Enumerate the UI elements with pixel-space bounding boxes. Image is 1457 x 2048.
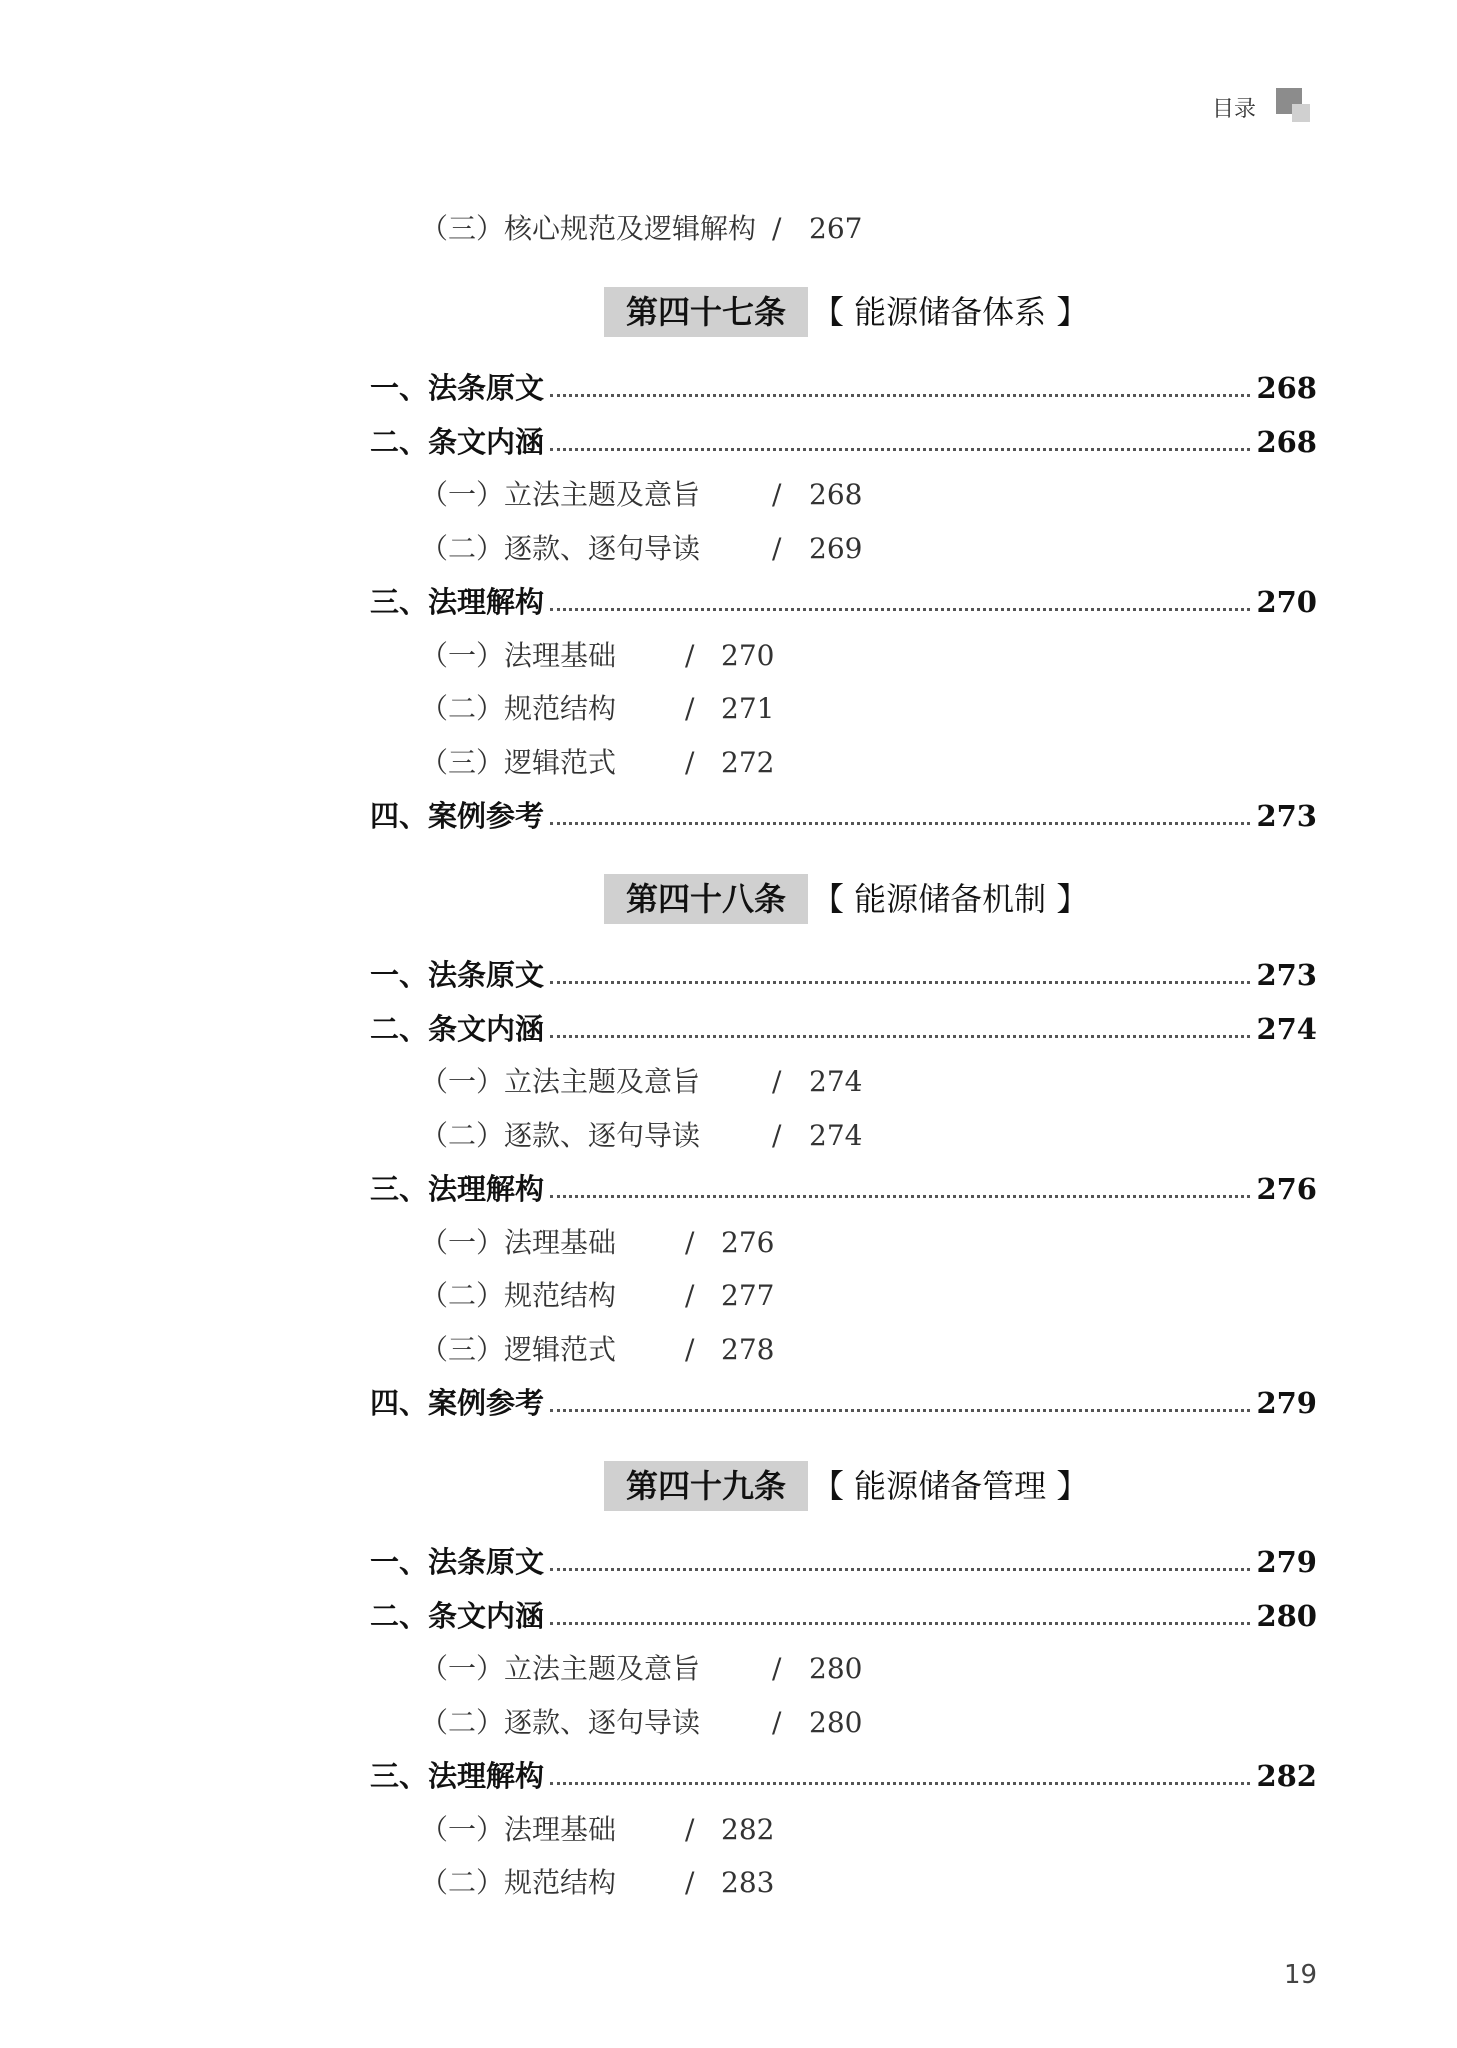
subentry-page: 282: [721, 1812, 775, 1846]
toc-subentry[interactable]: [0, 636, 1457, 676]
toc-entry[interactable]: [0, 1756, 1457, 1796]
article-number-tag: 第四十九条: [604, 1461, 808, 1511]
entry-page: 274: [1252, 1009, 1317, 1049]
subentry-label: （二）规范结构: [420, 1279, 617, 1312]
entry-title: 二、条文内涵: [370, 1596, 548, 1636]
dot-leader: [550, 448, 1262, 451]
subentry-separator: /: [685, 638, 695, 672]
toc-subentry[interactable]: [0, 1649, 1457, 1689]
article-number-tag: 第四十七条: [604, 287, 808, 337]
subentry-page: 276: [721, 1225, 775, 1259]
toc-entry[interactable]: [0, 796, 1457, 836]
subentry-label: （一）法理基础: [420, 1812, 617, 1846]
entry-page: 273: [1252, 955, 1317, 995]
subentry-label: （三）核心规范及逻辑解构: [420, 212, 757, 245]
toc-subentry[interactable]: [0, 1863, 1457, 1903]
subentry-separator: /: [772, 212, 782, 245]
subentry-separator: /: [685, 1225, 695, 1259]
toc-subentry[interactable]: [0, 1276, 1457, 1316]
toc-entry[interactable]: [0, 955, 1457, 995]
subentry-page: 280: [809, 1705, 863, 1739]
toc-subentry[interactable]: [0, 1330, 1457, 1370]
entry-page: 268: [1252, 368, 1317, 408]
article-number-tag: 第四十八条: [604, 874, 808, 924]
subentry-label: （二）规范结构: [420, 1866, 617, 1899]
entry-title: 三、法理解构: [370, 582, 548, 622]
toc-subentry[interactable]: [0, 475, 1457, 515]
subentry-separator: /: [685, 1332, 695, 1366]
subentry-separator: /: [685, 1812, 695, 1846]
entry-title: 二、条文内涵: [370, 422, 548, 462]
entry-page: 282: [1252, 1756, 1317, 1796]
toc-subentry[interactable]: [0, 689, 1457, 729]
dot-leader: [550, 1195, 1262, 1198]
article-name: 【 能源储备机制 】: [812, 880, 1089, 918]
subentry-page: 283: [721, 1866, 775, 1899]
subentry-page: 269: [809, 531, 863, 565]
toc-entry[interactable]: [0, 1009, 1457, 1049]
toc-entry[interactable]: [0, 1169, 1457, 1209]
entry-title: 二、条文内涵: [370, 1009, 548, 1049]
article-name: 【 能源储备管理 】: [812, 1467, 1089, 1505]
subentry-separator: /: [772, 478, 782, 511]
toc-entry[interactable]: [0, 582, 1457, 622]
entry-page: 276: [1252, 1169, 1317, 1209]
entry-page: 273: [1252, 796, 1317, 836]
dot-leader: [550, 1782, 1262, 1785]
dot-leader: [550, 1568, 1262, 1571]
entry-title: 一、法条原文: [370, 368, 548, 408]
subentry-page: 274: [809, 1065, 863, 1098]
subentry-label: （二）逐款、逐句导读: [420, 1705, 701, 1739]
entry-page: 270: [1252, 582, 1317, 622]
article-name: 【 能源储备体系 】: [812, 293, 1089, 331]
subentry-separator: /: [685, 1866, 695, 1899]
entry-title: 三、法理解构: [370, 1756, 548, 1796]
page-number: 19: [1284, 1960, 1318, 1990]
entry-title: 三、法理解构: [370, 1169, 548, 1209]
article-heading[interactable]: [0, 1461, 1457, 1513]
subentry-page: 272: [721, 745, 775, 779]
entry-page: 279: [1252, 1383, 1317, 1423]
subentry-page: 277: [721, 1279, 775, 1312]
entry-page: 280: [1252, 1596, 1317, 1636]
subentry-label: （一）立法主题及意旨: [420, 478, 701, 511]
subentry-label: （一）法理基础: [420, 1225, 617, 1259]
header-label: 目录: [1212, 97, 1257, 122]
subentry-page: 274: [809, 1118, 863, 1152]
subentry-separator: /: [772, 1705, 782, 1739]
subentry-label: （一）立法主题及意旨: [420, 1652, 701, 1685]
dot-leader: [550, 1035, 1262, 1038]
toc-subentry[interactable]: [0, 209, 1457, 249]
toc-subentry[interactable]: [0, 743, 1457, 783]
subentry-separator: /: [772, 1065, 782, 1098]
subentry-label: （二）规范结构: [420, 692, 617, 725]
subentry-label: （二）逐款、逐句导读: [420, 1118, 701, 1152]
toc-entry[interactable]: [0, 368, 1457, 408]
toc-subentry[interactable]: [0, 1116, 1457, 1156]
subentry-separator: /: [772, 531, 782, 565]
subentry-label: （三）逻辑范式: [420, 745, 617, 779]
subentry-separator: /: [685, 1279, 695, 1312]
subentry-separator: /: [685, 692, 695, 725]
subentry-page: 271: [721, 692, 775, 725]
subentry-label: （一）法理基础: [420, 638, 617, 672]
toc-subentry[interactable]: [0, 529, 1457, 569]
toc-subentry[interactable]: [0, 1810, 1457, 1850]
dot-leader: [550, 981, 1262, 984]
toc-entry[interactable]: [0, 422, 1457, 462]
subentry-page: 270: [721, 638, 775, 672]
subentry-label: （三）逻辑范式: [420, 1332, 617, 1366]
toc-entry[interactable]: [0, 1383, 1457, 1423]
dot-leader: [550, 822, 1262, 825]
subentry-label: （一）立法主题及意旨: [420, 1065, 701, 1098]
subentry-page: 268: [809, 478, 863, 511]
article-heading[interactable]: [0, 287, 1457, 339]
subentry-label: （二）逐款、逐句导读: [420, 531, 701, 565]
toc-entry[interactable]: [0, 1542, 1457, 1582]
subentry-separator: /: [772, 1118, 782, 1152]
subentry-page: 267: [809, 212, 863, 245]
toc-entry[interactable]: [0, 1596, 1457, 1636]
toc-subentry[interactable]: [0, 1703, 1457, 1743]
dot-leader: [550, 394, 1262, 397]
subentry-page: 280: [809, 1652, 863, 1685]
entry-title: 四、案例参考: [370, 1383, 548, 1423]
dot-leader: [550, 608, 1262, 611]
entry-page: 279: [1252, 1542, 1317, 1582]
entry-title: 四、案例参考: [370, 796, 548, 836]
entry-title: 一、法条原文: [370, 1542, 548, 1582]
subentry-separator: /: [772, 1652, 782, 1685]
entry-title: 一、法条原文: [370, 955, 548, 995]
article-heading[interactable]: [0, 874, 1457, 926]
entry-page: 268: [1252, 422, 1317, 462]
toc-subentry[interactable]: [0, 1062, 1457, 1102]
subentry-separator: /: [685, 745, 695, 779]
dot-leader: [550, 1409, 1262, 1412]
dot-leader: [550, 1622, 1262, 1625]
toc-subentry[interactable]: [0, 1223, 1457, 1263]
subentry-page: 278: [721, 1332, 775, 1366]
